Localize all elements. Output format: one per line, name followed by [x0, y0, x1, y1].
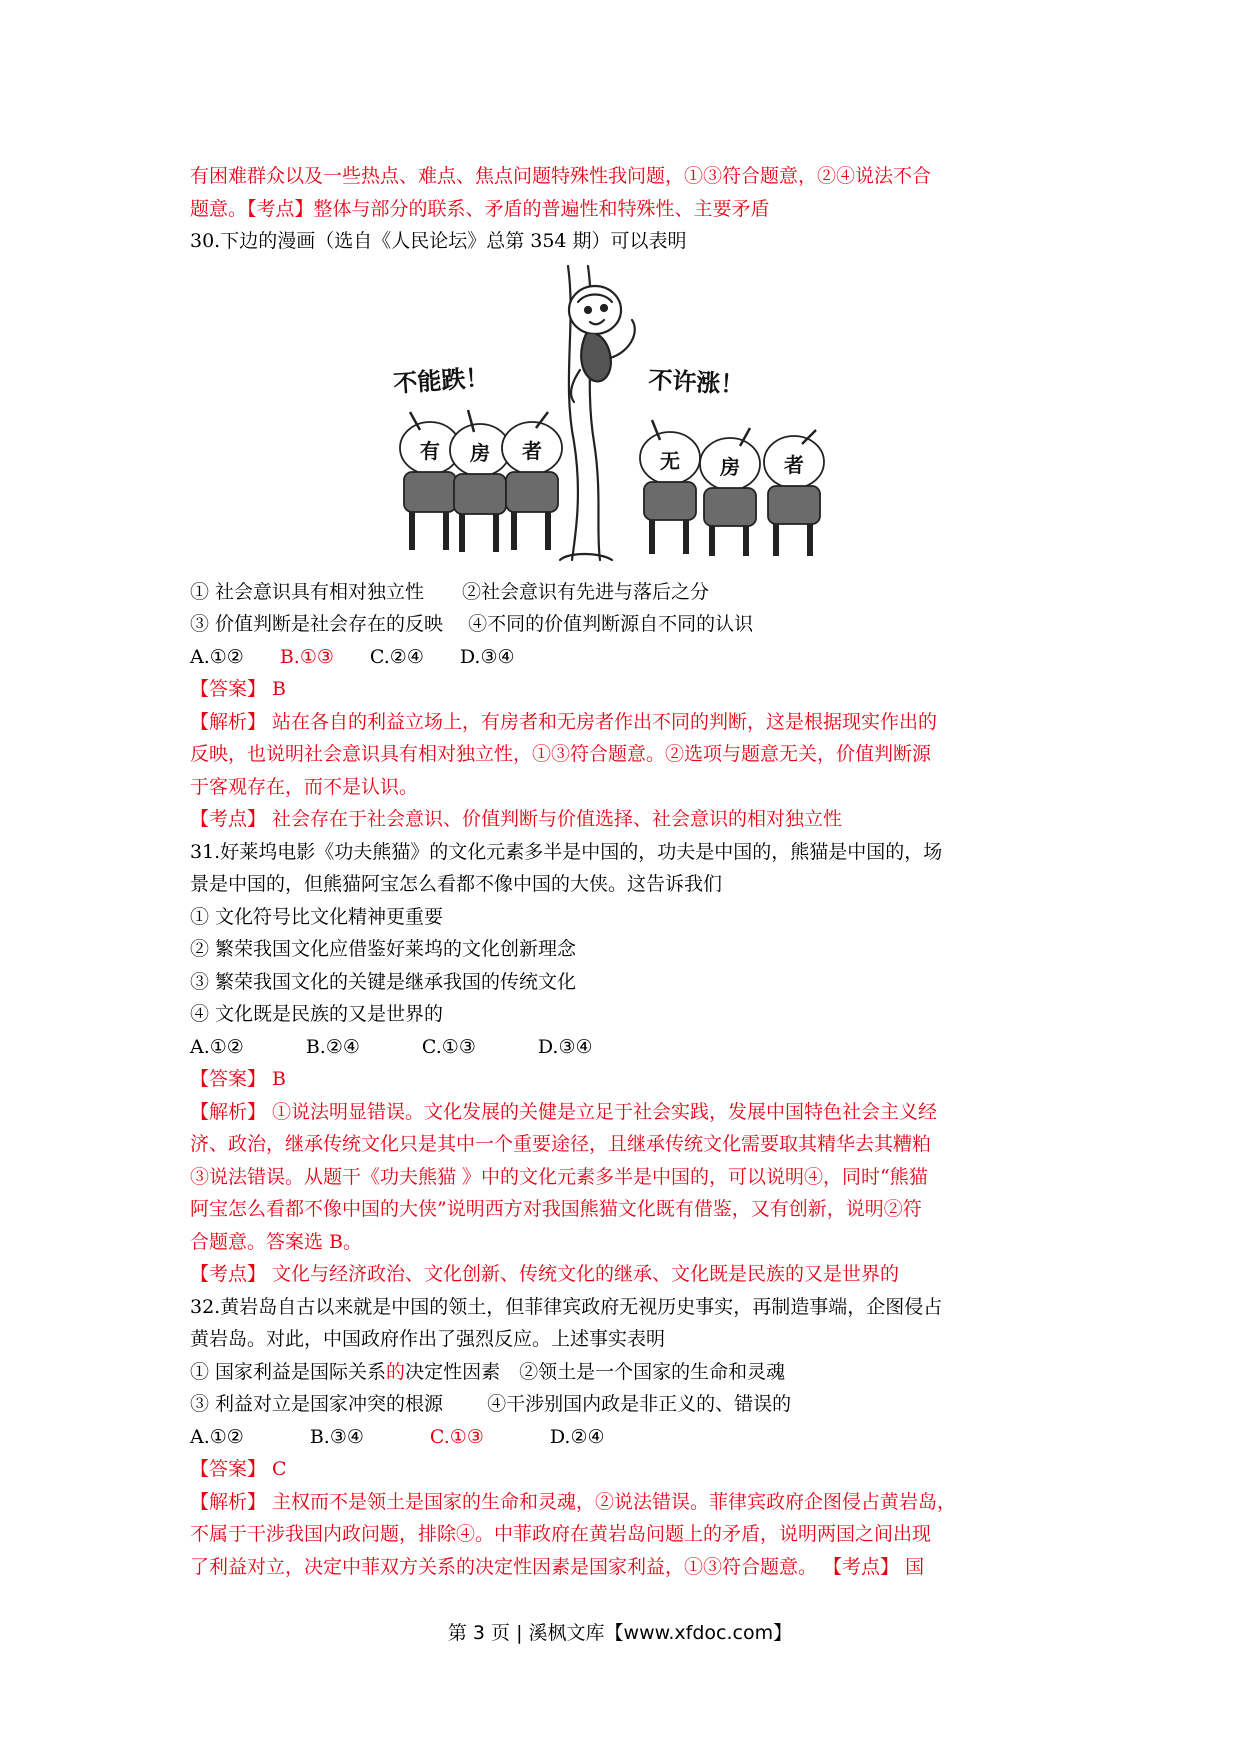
option-b: B.③④ [309, 1425, 364, 1448]
q31-stem: 景是中国的，但熊猫阿宝怎么看都不像中国的大侠。这告诉我们 [190, 873, 723, 895]
page-footer: 第 3 页 | 溪枫文库【www.xfdoc.com】 [447, 1622, 793, 1644]
homeowners-group [400, 410, 562, 552]
q31-statement: ① 文化符号比文化精神更重要 [190, 905, 444, 928]
q32-analysis: 【解析】 主权而不是领土是国家的生命和灵魂，②说法错误。菲律宾政府企图侵占黄岩岛， [190, 1490, 957, 1513]
option-c: C.①③ [429, 1425, 484, 1448]
q31-statement: ④ 文化既是民族的又是世界的 [190, 1003, 444, 1025]
q30-analysis: 于客观存在，而不是认识。 [190, 775, 419, 798]
q32-stem: 32.黄岩岛自古以来就是中国的领土，但菲律宾政府无视历史事实，再制造事端，企图侵占 [190, 1295, 943, 1318]
back-label: 者 [784, 453, 804, 477]
q31-point: 【考点】 文化与经济政治、文化创新、传统文化的继承、文化既是民族的又是世界的 [190, 1263, 900, 1285]
q32-statement: ③ 利益对立是国家冲突的根源 ④干涉别国内政是非正义的、错误的 [190, 1393, 792, 1415]
q32-analysis: 了利益对立，决定中菲双方关系的决定性因素是国家利益，①③符合题意。 【考点】 国 [190, 1555, 925, 1578]
back-label: 房 [720, 455, 740, 479]
non-homeowners-group [640, 420, 824, 556]
back-label: 无 [660, 449, 680, 473]
q32-statement-part: ① 国家利益是国际关系 [190, 1360, 387, 1383]
q30-analysis: 反映，也说明社会意识具有相对独立性，①③符合题意。②选项与题意无关，价值判断源 [190, 743, 932, 765]
q32-stem: 黄岩岛。对此，中国政府作出了强烈反应。上述事实表明 [190, 1328, 666, 1350]
q31-stem: 31.好莱坞电影《功夫熊猫》的文化元素多半是中国的，功夫是中国的，熊猫是中国的，场 [190, 840, 943, 863]
q32-statement-part: 的 [386, 1360, 406, 1383]
option-a: A.①② [190, 1035, 244, 1058]
q32-answer: 【答案】 C [190, 1458, 287, 1480]
q31-analysis: ③说法错误。从题干《功夫熊猫 》中的文化元素多半是中国的，可以说明④，同时“熊猫 [190, 1165, 928, 1188]
q31-analysis: 合题意。答案选 B。 [190, 1230, 363, 1253]
q32-statement-part: 决定性因素 ②领土是一个国家的生命和灵魂 [405, 1360, 786, 1383]
q30-answer: 【答案】 B [190, 678, 287, 700]
q30-analysis: 【解析】 站在各自的利益立场上，有房者和无房者作出不同的判断，这是根据现实作出的 [190, 710, 938, 733]
left-caption: 不能跌！ [392, 363, 491, 398]
option-a: A.①② [190, 645, 244, 668]
back-label: 房 [470, 441, 490, 465]
q30-options [190, 641, 1070, 674]
option-b: B.①③ [279, 645, 334, 668]
right-caption: 不许涨！ [647, 366, 746, 400]
q31-statement: ③ 繁荣我国文化的关键是继承我国的传统文化 [190, 970, 577, 993]
option-c: C.①③ [421, 1035, 476, 1058]
q31-analysis: 【解析】 ①说法明显错误。文化发展的关健是立足于社会实践，发展中国特色社会主义经 [190, 1100, 938, 1123]
q31-statement: ② 繁荣我国文化应借鉴好莱坞的文化创新理念 [190, 938, 577, 960]
back-label: 有 [420, 439, 440, 463]
cartoon-illustration [390, 262, 870, 562]
q31-answer: 【答案】 B [190, 1068, 287, 1090]
q30-statement: ① 社会意识具有相对独立性 ②社会意识有先进与落后之分 [190, 580, 710, 603]
q30-point: 【考点】 社会存在于社会意识、价值判断与价值选择、社会意识的相对独立性 [190, 808, 843, 830]
back-label: 者 [522, 439, 542, 463]
q32-analysis: 不属于干涉我国内政问题，排除④。中菲政府在黄岩岛问题上的矛盾，说明两国之间出现 [190, 1523, 932, 1545]
option-b: B.②④ [305, 1035, 360, 1058]
q31-analysis: 阿宝怎么看都不像中国的大侠”说明西方对我国熊猫文化既有借鉴，又有创新，说明②符 [190, 1198, 922, 1220]
text-line: 有困难群众以及一些热点、难点、焦点问题特殊性我问题，①③符合题意，②④说法不合 [190, 165, 932, 187]
q31-analysis: 济、政治，继承传统文化只是其中一个重要途径，且继承传统文化需要取其精华去其糟粕 [190, 1133, 932, 1155]
q32-options [190, 1421, 1070, 1454]
q32-statement [190, 1356, 1070, 1389]
q30-statement: ③ 价值判断是社会存在的反映 ④不同的价值判断源自不同的认识 [190, 613, 754, 635]
option-c: C.②④ [369, 645, 424, 668]
option-d: D.③④ [459, 645, 515, 668]
option-d: D.②④ [549, 1425, 605, 1448]
question-30-stem: 30.下边的漫画（选自《人民论坛》总第 354 期）可以表明 [190, 230, 687, 252]
option-d: D.③④ [537, 1035, 593, 1058]
text-line: 题意。【考点】整体与部分的联系、矛盾的普遍性和特殊性、主要矛盾 [190, 197, 770, 220]
q31-options [190, 1031, 1070, 1064]
option-a: A.①② [190, 1425, 244, 1448]
